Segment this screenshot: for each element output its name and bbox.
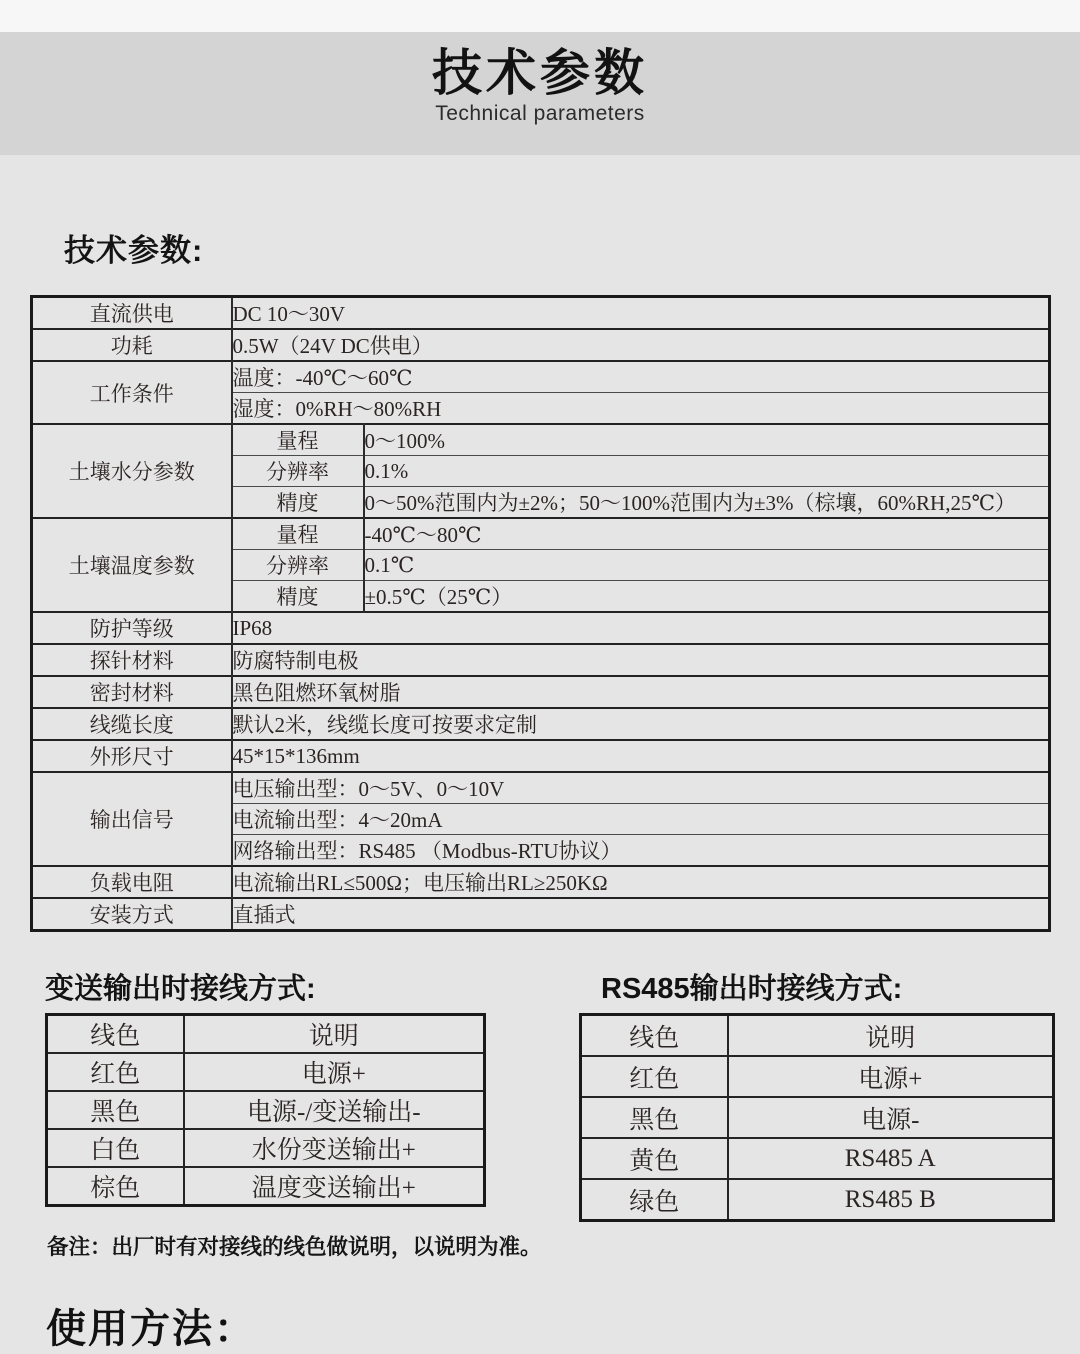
rs485-wiring-table bbox=[579, 1013, 1055, 1222]
table-row bbox=[47, 1129, 485, 1167]
spec-value-cell: DC 10～30V bbox=[232, 302, 346, 326]
spec-row bbox=[32, 898, 1050, 931]
transmitter-wiring-block bbox=[45, 972, 483, 1207]
spec-value-cell: 默认2米，线缆长度可按要求定制 bbox=[232, 708, 1050, 740]
page-header bbox=[0, 32, 1080, 155]
spec-param-name-cell: 分辨率 bbox=[232, 550, 364, 581]
spec-value-cell: 黑色阻燃环氧树脂 bbox=[232, 676, 1050, 708]
spec-row bbox=[32, 708, 1050, 740]
wire-desc-cell: 电源- bbox=[728, 1097, 1054, 1138]
col-header-wire-color: 线色 bbox=[47, 1015, 184, 1054]
spec-param-value-cell: 0～100% bbox=[364, 424, 1050, 456]
table-row bbox=[47, 1053, 485, 1091]
table-header-row bbox=[581, 1015, 1054, 1057]
spec-value-cell: 湿度：0%RH～80%RH bbox=[232, 393, 1050, 425]
spec-param-value-cell: 0.1℃ bbox=[364, 550, 1050, 581]
spec-param-value-cell: -40℃～80℃ bbox=[364, 518, 1050, 550]
spec-param-name-cell: 精度 bbox=[232, 581, 364, 613]
spec-row bbox=[32, 866, 1050, 898]
spec-value-cell: 电压输出型：0～5V、0～10V bbox=[232, 772, 1050, 804]
wire-color-cell: 红色 bbox=[47, 1053, 184, 1091]
wiring-section bbox=[30, 972, 1050, 1222]
wire-color-cell: 黄色 bbox=[581, 1138, 728, 1179]
spec-row bbox=[32, 518, 1050, 550]
wire-desc-cell: RS485 A bbox=[728, 1138, 1054, 1179]
col-header-description: 说明 bbox=[728, 1015, 1054, 1057]
spec-value-cell: 45*15*136mm bbox=[232, 740, 1050, 772]
transmitter-wiring-table bbox=[45, 1013, 486, 1207]
wire-color-cell: 绿色 bbox=[581, 1179, 728, 1221]
spec-param-name-cell: 量程 bbox=[232, 424, 364, 456]
spec-label-cell: 安装方式 bbox=[32, 898, 232, 931]
wire-desc-cell: 电源-/变送输出- bbox=[184, 1091, 485, 1129]
spec-row bbox=[32, 612, 1050, 644]
spec-row bbox=[32, 644, 1050, 676]
spec-label-cell: 土壤水分参数 bbox=[32, 424, 232, 518]
wire-color-cell: 红色 bbox=[581, 1056, 728, 1097]
spec-value-cell: IP68 bbox=[232, 612, 1050, 644]
spec-value-cell: 网络输出型：RS485 （Modbus-RTU协议） bbox=[232, 835, 1050, 867]
spec-label-cell: 直流供电 bbox=[32, 297, 232, 330]
wire-desc-cell: 温度变送输出+ bbox=[184, 1167, 485, 1206]
table-row bbox=[581, 1056, 1054, 1097]
spec-row bbox=[32, 772, 1050, 804]
table-header-row bbox=[47, 1015, 485, 1054]
wire-desc-cell: 电源+ bbox=[184, 1053, 485, 1091]
spec-value-cell: 电流输出型：4～20mA bbox=[232, 804, 1050, 835]
page-subtitle: Technical parameters bbox=[435, 102, 645, 125]
spec-table bbox=[30, 295, 1051, 932]
spec-label-cell: 输出信号 bbox=[32, 772, 232, 866]
wire-color-cell: 棕色 bbox=[47, 1167, 184, 1206]
spec-value-cell: 直插式 bbox=[232, 898, 1050, 931]
wire-desc-cell: RS485 B bbox=[728, 1179, 1054, 1221]
spec-value-cell: 温度：-40℃～60℃ bbox=[232, 361, 1050, 393]
spec-param-name-cell: 精度 bbox=[232, 487, 364, 519]
spec-value-cell: 防腐特制电极 bbox=[232, 644, 1050, 676]
usage-heading: 使用方法： bbox=[46, 1307, 256, 1351]
wire-desc-cell: 水份变送输出+ bbox=[184, 1129, 485, 1167]
spec-param-value-cell: 0～50%范围内为±2%；50～100%范围内为±3%（棕壤，60%RH,25℃） bbox=[364, 487, 1050, 519]
spec-row bbox=[32, 329, 1050, 361]
table-row bbox=[581, 1097, 1054, 1138]
table-row bbox=[581, 1138, 1054, 1179]
page-title: 技术参数 bbox=[432, 45, 648, 101]
spec-param-name-cell: 分辨率 bbox=[232, 456, 364, 487]
spec-label-cell: 线缆长度 bbox=[32, 708, 232, 740]
wire-color-cell: 白色 bbox=[47, 1129, 184, 1167]
spec-label-cell: 负载电阻 bbox=[32, 866, 232, 898]
spec-param-value-cell: 0.1% bbox=[364, 456, 1050, 487]
spec-row bbox=[32, 361, 1050, 393]
spec-row bbox=[32, 297, 1050, 330]
spec-label-cell: 探针材料 bbox=[32, 644, 232, 676]
col-header-description: 说明 bbox=[184, 1015, 485, 1054]
spec-label-cell: 土壤温度参数 bbox=[32, 518, 232, 612]
spec-value-cell: 电流输出RL≤500Ω；电压输出RL≥250KΩ bbox=[232, 866, 1050, 898]
spec-label-cell: 防护等级 bbox=[32, 612, 232, 644]
wiring-note: 备注：出厂时有对接线的线色做说明，以说明为准。 bbox=[47, 1235, 542, 1259]
spec-value-cell: 0.5W（24V DC供电） bbox=[232, 329, 1050, 361]
spec-label-cell: 外形尺寸 bbox=[32, 740, 232, 772]
transmitter-wiring-heading: 变送输出时接线方式: bbox=[45, 973, 316, 1005]
rs485-wiring-heading: RS485输出时接线方式: bbox=[601, 973, 903, 1005]
wire-color-cell: 黑色 bbox=[581, 1097, 728, 1138]
table-row bbox=[47, 1091, 485, 1129]
col-header-wire-color: 线色 bbox=[581, 1015, 728, 1057]
spec-label-cell: 密封材料 bbox=[32, 676, 232, 708]
rs485-wiring-block bbox=[579, 972, 1052, 1222]
spec-label-cell: 工作条件 bbox=[32, 361, 232, 424]
spec-row bbox=[32, 676, 1050, 708]
table-row bbox=[47, 1167, 485, 1206]
spec-param-name-cell: 量程 bbox=[232, 518, 364, 550]
table-row bbox=[581, 1179, 1054, 1221]
spec-row bbox=[32, 424, 1050, 456]
spec-param-value-cell: ±0.5℃（25℃） bbox=[364, 581, 1050, 613]
wire-desc-cell: 电源+ bbox=[728, 1056, 1054, 1097]
top-strip bbox=[0, 0, 1080, 32]
wire-color-cell: 黑色 bbox=[47, 1091, 184, 1129]
spec-section-heading: 技术参数: bbox=[64, 233, 204, 268]
spec-row bbox=[32, 740, 1050, 772]
content-area bbox=[30, 225, 1050, 1354]
spec-label-cell: 功耗 bbox=[32, 329, 232, 361]
